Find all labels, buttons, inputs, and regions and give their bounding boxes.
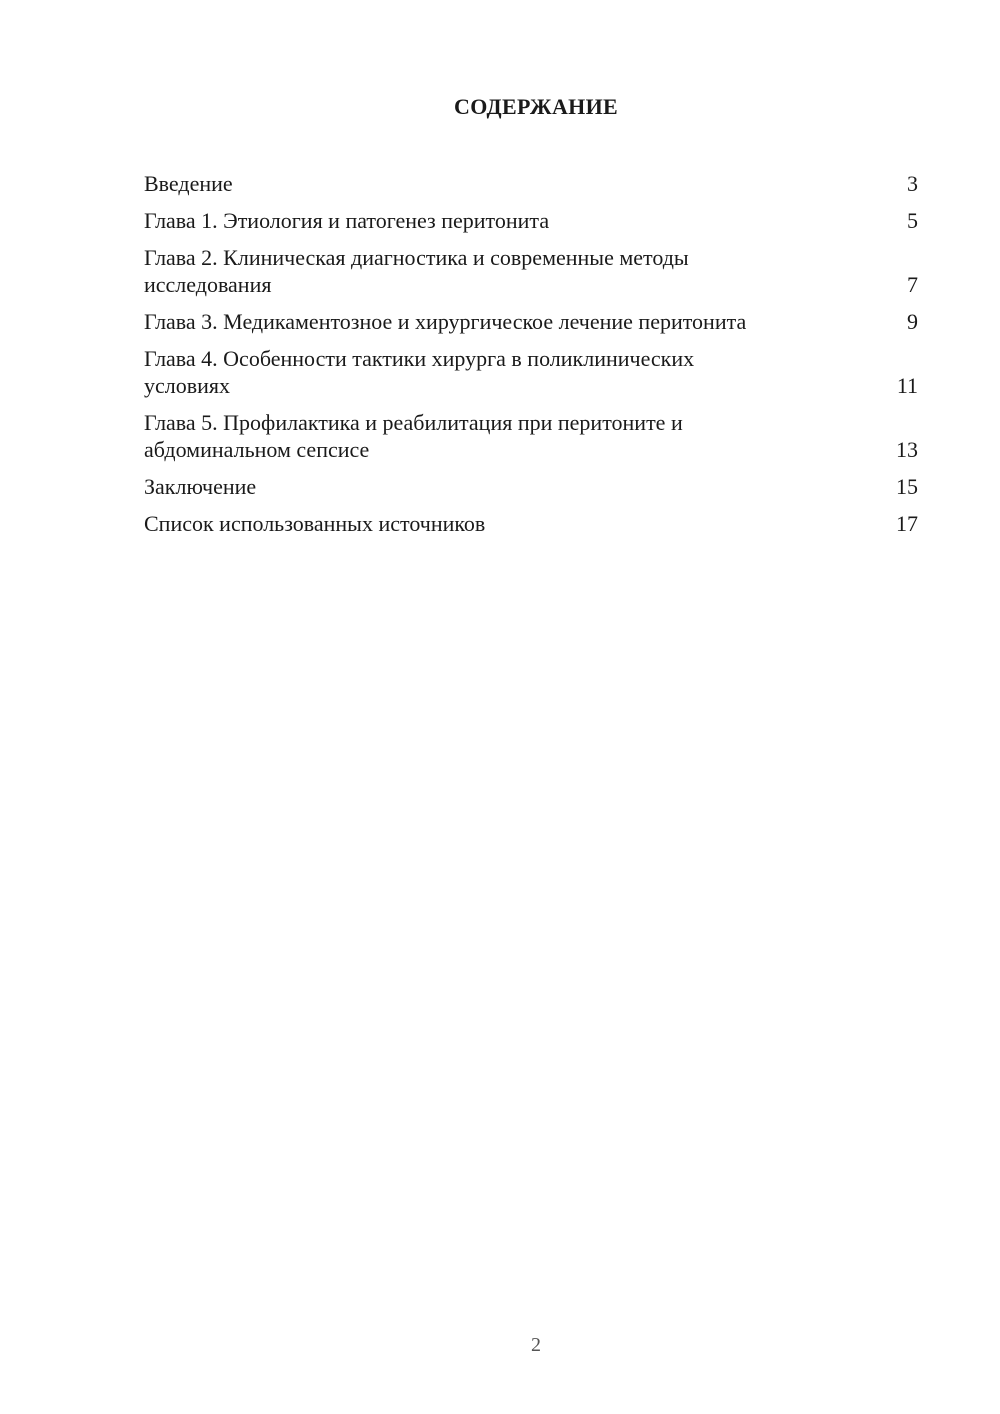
toc-entry-title: Глава 5. Профилактика и реабилитация при перитоните и абдоминальном сепсисе <box>144 410 683 462</box>
toc-entry-page: 9 <box>907 309 918 334</box>
toc-entry-page: 5 <box>907 208 918 233</box>
toc-entry-conclusion <box>144 473 918 500</box>
table-of-contents <box>144 170 918 547</box>
toc-entry-page: 13 <box>896 437 918 462</box>
toc-entry-title: Список использованных источников <box>144 511 486 536</box>
toc-entry-chapter-5 <box>144 409 918 463</box>
toc-entry-title: Заключение <box>144 474 257 499</box>
toc-entry-chapter-3 <box>144 308 918 335</box>
toc-entry-page: 3 <box>907 171 918 196</box>
toc-entry-page: 17 <box>896 511 918 536</box>
toc-entry-title: Введение <box>144 171 233 196</box>
toc-entry-title: Глава 2. Клиническая диагностика и современные методы исследования <box>144 245 689 297</box>
toc-entry-page: 11 <box>896 373 918 398</box>
toc-entry-title: Глава 4. Особенности тактики хирурга в поликлинических условиях <box>144 346 695 398</box>
toc-entry-title: Глава 3. Медикаментозное и хирургическое лечение перитонита <box>144 309 747 334</box>
toc-entry-chapter-2 <box>144 244 918 298</box>
toc-entry-references <box>144 510 918 537</box>
toc-entry-chapter-4 <box>144 345 918 399</box>
toc-entry-page: 15 <box>896 474 918 499</box>
toc-entry-chapter-1 <box>144 207 918 234</box>
toc-entry-page: 7 <box>907 272 918 297</box>
toc-entry-title: Глава 1. Этиология и патогенез перитонита <box>144 208 550 233</box>
toc-entry-introduction <box>144 170 918 197</box>
page-title: СОДЕРЖАНИЕ <box>454 94 618 119</box>
page-number: 2 <box>531 1334 541 1356</box>
